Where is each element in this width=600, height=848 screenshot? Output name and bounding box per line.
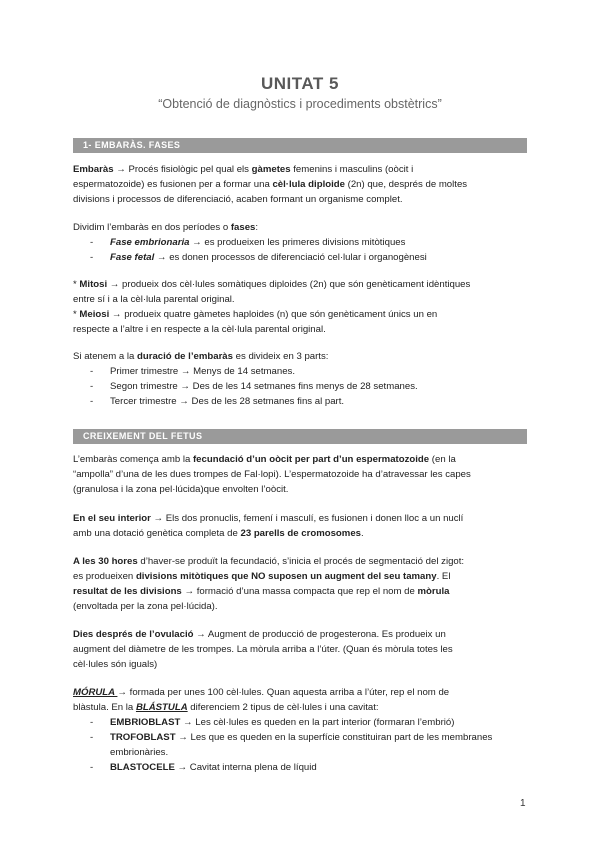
list-item-trimester: - Segon trimestre → Des de les 14 setmanes fins menys de 28 setmanes. xyxy=(90,381,418,392)
page-number: 1 xyxy=(520,798,526,809)
list-item-trimester: - Primer trimestre → Menys de 14 setmanes. xyxy=(90,366,296,377)
list-item-phase: - Fase fetal → es donen processos de diferenciació cel·lular i organogènesi xyxy=(90,252,427,263)
list-item-phase: - Fase embrionaria → es produeixen les primeres divisions mitòtiques xyxy=(90,237,406,248)
phases-intro: Dividim l’embaràs en dos períodes o fases: xyxy=(73,222,259,233)
list-item-trimester: - Tercer trimestre → Des de les 28 setmanes fins al part. xyxy=(90,396,345,407)
mitosi-note: * Mitosi → produeix dos cèl·lules somàtiques diploides (2n) que són genèticament idèntiques entre sí i a la cèl·lula parental original. xyxy=(73,279,471,305)
duration-intro: Si atenem a la duració de l’embaràs es divideix en 3 parts: xyxy=(73,351,329,362)
section-heading-creixement: CREIXEMENT DEL FETUS xyxy=(73,429,527,444)
interior-paragraph: En el seu interior → Els dos pronuclis, femení i masculí, es fusionen i donen lloc a un nuclí amb una dotació genètica completa de 23 parells de cromosomes. xyxy=(73,513,464,539)
segmentacio-paragraph: A les 30 hores d’haver-se produït la fecundació, s’inicia el procés de segmentació del zigot: es produeixen divisions mitòtiques que NO suposen un augment del seu tamany. El resultat de les divisions → formació d’una massa compacta que rep el nom de mòrula (envoltada per la zona pel·lúcida). xyxy=(73,556,465,612)
meiosi-note: * Meiosi → produeix quatre gàmetes haploides (n) que són genèticament únics un en respecte a l’altre i en respecte a la cèl·lula parental original. xyxy=(73,309,438,335)
list-item-cell-type: - EMBRIOBLAST → Les cèl·lules es queden en la part interior (formaran l’embrió) xyxy=(90,717,455,728)
page-subtitle: “Obtenció de diagnòstics i procediments obstètrics” xyxy=(158,97,442,111)
ovulacio-paragraph: Dies després de l’ovulació → Augment de producció de progesterona. Es produeix un augment del diàmetre de les trompes. La mòrula arriba a l’úter. (Quan és mòrula totes les cèl·lules són iguals) xyxy=(73,629,453,670)
page-title: UNITAT 5 xyxy=(261,74,339,93)
section-heading-embaras: 1- EMBARÀS. FASES xyxy=(73,138,527,153)
fecundacio-paragraph: L’embaràs comença amb la fecundació d’un oòcit per part d’un espermatozoide (en la “ampolla” d’una de les dues trompes de Fal·lopi). L’espermatozoide ha d’atravessar les capes (granulosa i la zona pel·lúcida)que envolten l’oòcit. xyxy=(73,454,471,495)
list-item-cell-type: - TROFOBLAST → Les que es queden en la superfície constituiran part de les membranes embrionàries. xyxy=(90,732,493,758)
morula-paragraph: MÓRULA → formada per unes 100 cèl·lules. Quan aquesta arriba a l’úter, rep el nom de blàstula. En la BLÁSTULA diferenciem 2 tipus de cèl·lules i una cavitat: xyxy=(73,687,450,713)
embaras-definition: Embaràs → Procés fisiològic pel qual els gàmetes femenins i masculins (oòcit i espermatozoide) es fusionen per a formar una cèl·lula diploide (2n) que, després de moltes divisions i processos de diferenciació, acaben formant un organisme complet. xyxy=(73,164,468,205)
list-item-cell-type: - BLASTOCELE → Cavitat interna plena de líquid xyxy=(90,762,317,773)
